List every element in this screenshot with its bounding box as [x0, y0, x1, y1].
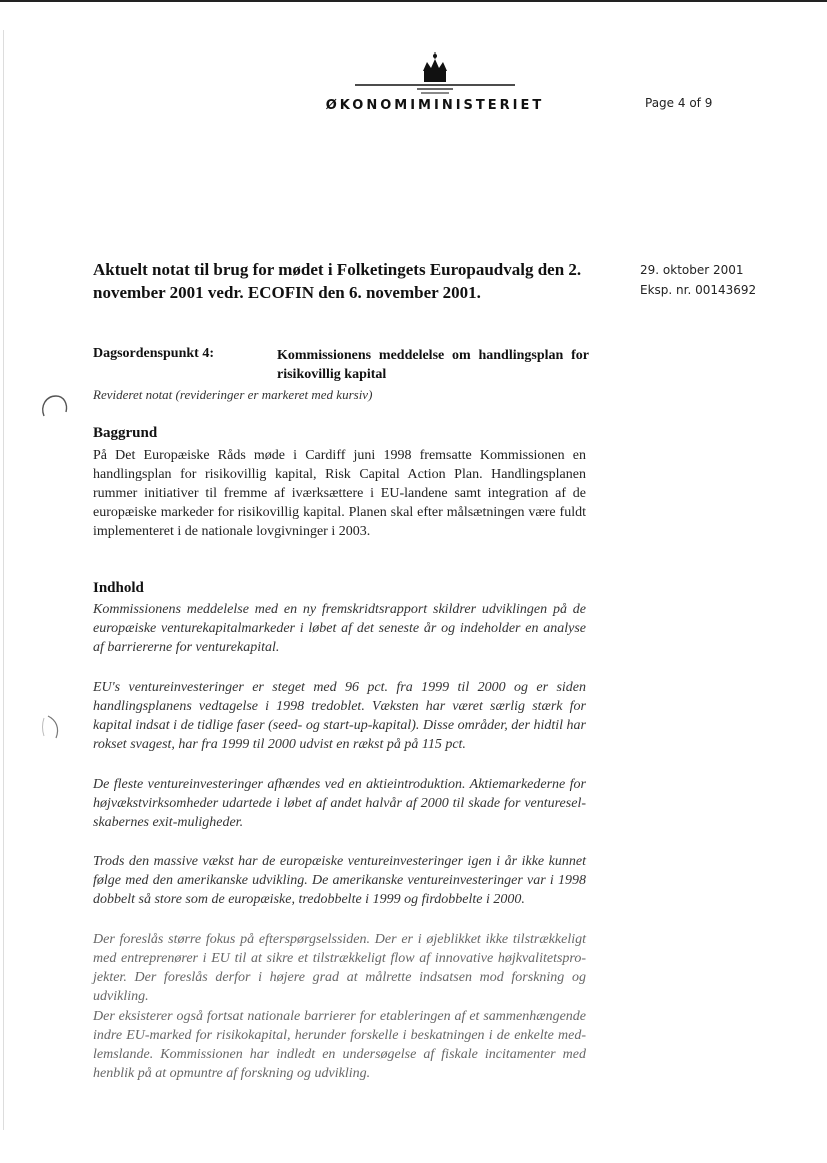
section-heading-indhold: Indhold [93, 580, 144, 596]
paragraph-indhold-6: Der eksisterer også fortsat nationale barrierer for etableringen af et sammenhængende indre EU-marked for risikokapital, herunder forskelle i beskatningen i de enkelte med-lemslande. Kommissionen har indledt en undersøgelse af fiskale incitamenter med henblik på at opmuntre af forskning og udvikling. [93, 1009, 586, 1081]
section-heading-baggrund: Baggrund [93, 425, 158, 441]
punch-hole-mark [38, 392, 70, 424]
document-reference: Eksp. nr. 00143692 [640, 283, 757, 297]
page-indicator: Page 4 of 9 [645, 96, 713, 110]
revised-note: Revideret notat (revideringer er markeret med kursiv) [93, 387, 373, 402]
paragraph-indhold-4: Trods den massive vækst har de europæiske ventureinvesteringer igen i år ikke kunnet følge med den amerikanske udvikling. De amerikanske ventureinvesteringer var i 1998 dobbelt så store som de europæiske, tredobbelte i 1999 og firdobbelte i 2000. [93, 854, 586, 907]
document-title: Aktuelt notat til brug for mødet i Folketingets Europaudvalg den 2. november 2001 vedr. ECOFIN den 6. november 2001. [93, 260, 582, 302]
paragraph-indhold-2: EU's ventureinvesteringer er steget med 96 pct. fra 1999 til 2000 og er siden handlingsplanens vedtagelse i 1998 tredoblet. Væksten har været særlig stærk for kapital indsat i de tidlige faser (seed- og start-up-kapital). Disse områder, der hidtil har rokset svagest, har fra 1999 til 2000 udvist en rækst på på 115 pct. [93, 680, 586, 752]
document-meta [640, 260, 756, 300]
scan-edge-line [3, 30, 4, 1130]
paragraph-baggrund: På Det Europæiske Råds møde i Cardiff juni 1998 fremsatte Kommissionen en handlingsplan for risikovillig kapital, Risk Capital Action Plan. Handlingsplanen rummer initiativer til fremme af iværksættere i EU-landene samt integration af de europæiske markeder for risikovillig kapital. Planen skal efter målsætningen være fuldt implementeret i de nationale lovgivninger i 2003. [93, 448, 586, 539]
agenda-text: Kommissionens meddelelse om handlingsplan for risikovillig kapital [277, 348, 589, 382]
crown-logo-icon [355, 52, 515, 98]
paragraph-indhold-1: Kommissionens meddelelse med en ny fremskridtsrapport skildrer udviklingen på de europæiske venturekapitalmarkeder i løbet af det seneste år og indeholder en analyse af barriererne for venturekapital. [93, 602, 586, 655]
top-border-line [0, 0, 827, 2]
paragraph-indhold-5: Der foreslås større fokus på efterspørgselssiden. Der er i øjeblikket ikke tilstrækkeligt med entreprenører i EU til at sikre et tilstrækkeligt flow af innovative højkvalitetspro-jekter. Der foreslås derfor i højere grad at målrette indsatsen mod forskning og udvikling. [93, 932, 586, 1004]
ministry-name: ØKONOMIMINISTERIET [325, 98, 545, 113]
punch-hole-mark [38, 712, 70, 744]
paragraph-indhold-3: De fleste ventureinvesteringer afhændes ved en aktieintroduktion. Aktiemarkederne for højvækstvirksomheder udartede i løbet af andet halvår af 2000 til skade for venturesel-skabernes exit-muligheder. [93, 777, 586, 830]
document-date: 29. oktober 2001 [640, 263, 744, 277]
agenda-label: Dagsordenspunkt 4: [93, 346, 214, 361]
